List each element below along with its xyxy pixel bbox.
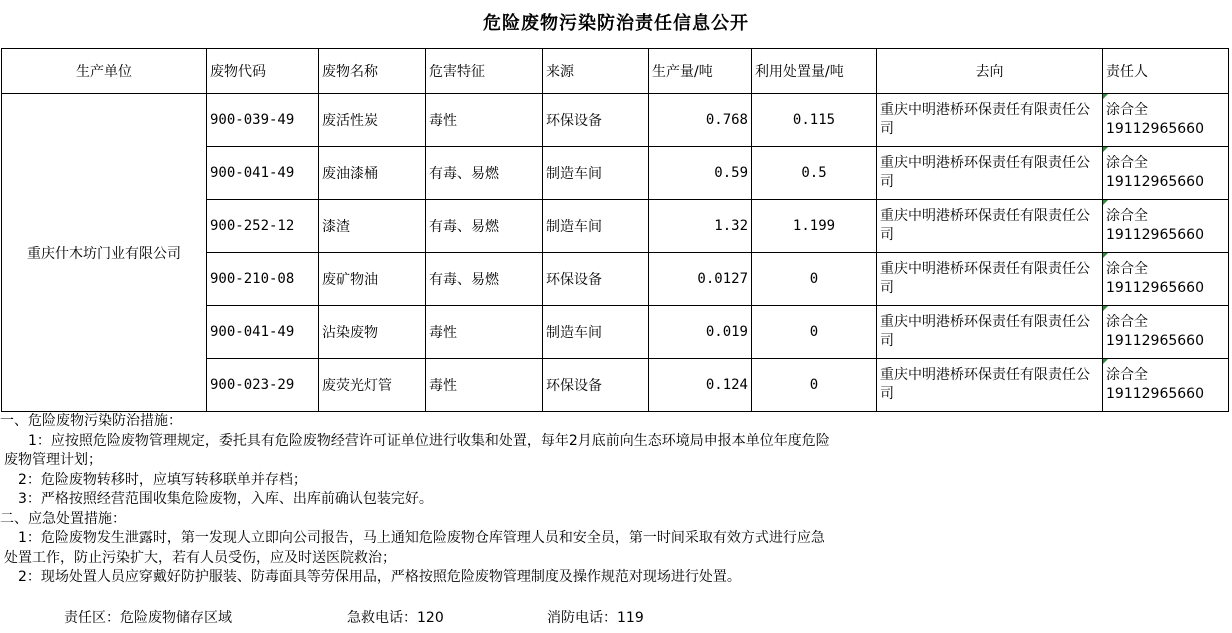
person-name: 涂合全: [1106, 102, 1148, 118]
source-cell: 环保设备: [543, 253, 649, 306]
waste-name-cell: 废荧光灯管: [319, 359, 426, 412]
produced-cell: 0.124: [649, 359, 752, 412]
person-phone: 19112965660: [1106, 333, 1204, 349]
section-title-emergency: 二、应急处置措施：: [0, 510, 126, 527]
prevention-item-1-line-2: 废物管理计划；: [4, 452, 102, 468]
destination-cell: 重庆中明港桥环保责任有限责任公司: [877, 306, 1103, 359]
header-destination: 去向: [877, 49, 1103, 94]
produced-cell: 0.0127: [649, 253, 752, 306]
header-unit: 生产单位: [2, 49, 207, 94]
disposed-cell: 1.199: [752, 200, 877, 253]
source-cell: 制造车间: [543, 200, 649, 253]
disposed-cell: 0: [752, 306, 877, 359]
waste-name-cell: 废油漆桶: [319, 147, 426, 200]
waste-name-cell: 废矿物油: [319, 253, 426, 306]
produced-cell: 0.59: [649, 147, 752, 200]
emergency-item-2: 2：现场处置人员应穿戴好防护服装、防毒面具等劳保用品，严格按照危险废物管理制度及操作规范对现场进行处置。: [18, 569, 741, 585]
responsible-person-cell: [1103, 94, 1229, 147]
hazard-cell: 毒性: [426, 94, 543, 147]
person-phone: 19112965660: [1106, 174, 1204, 190]
produced-cell: 0.019: [649, 306, 752, 359]
disposed-cell: 0: [752, 359, 877, 412]
source-cell: 环保设备: [543, 359, 649, 412]
person-name: 涂合全: [1106, 208, 1148, 224]
comment-marker: [1103, 200, 1108, 205]
section-title-prevention: 一、危险废物污染防治措施：: [0, 413, 182, 429]
prevention-item-1-line-1: 1：应按照危险废物管理规定，委托具有危险废物经营许可证单位进行收集和处置，每年2月底前向生态环境局申报本单位年度危险: [28, 432, 830, 449]
waste-code-cell: 900-041-49: [207, 306, 319, 359]
person-phone: 19112965660: [1106, 121, 1204, 137]
waste-name-cell: 废活性炭: [319, 94, 426, 147]
hazard-cell: 有毒、易燃: [426, 253, 543, 306]
emergency-item-1-line-1: 1：危险废物发生泄露时，第一发现人立即向公司报告，马上通知危险废物仓库管理人员和安全员，第一时间采取有效方式进行应急: [18, 530, 825, 546]
person-phone: 19112965660: [1106, 386, 1204, 402]
disposed-cell: 0.5: [752, 147, 877, 200]
comment-marker: [1103, 359, 1108, 364]
prevention-item-2: 2：危险废物转移时，应填写转移联单并存档；: [18, 471, 307, 488]
header-person: 责任人: [1103, 49, 1229, 94]
disposed-cell: 0: [752, 253, 877, 306]
header-name: 废物名称: [319, 49, 426, 94]
produced-cell: 1.32: [649, 200, 752, 253]
person-name: 涂合全: [1106, 155, 1148, 171]
prevention-item-3: 3：严格按照经营范围收集危险废物，入库、出库前确认包装完好。: [18, 491, 433, 507]
hazard-cell: 毒性: [426, 359, 543, 412]
responsible-person-cell: [1103, 306, 1229, 359]
header-produced: 生产量/吨: [649, 49, 752, 94]
person-name: 涂合全: [1106, 261, 1148, 277]
waste-code-cell: 900-039-49: [207, 94, 319, 147]
destination-cell: 重庆中明港桥环保责任有限责任公司: [877, 359, 1103, 412]
comment-marker: [1103, 147, 1108, 152]
header-source: 来源: [543, 49, 649, 94]
waste-name-cell: 漆渣: [319, 200, 426, 253]
waste-name-cell: 沾染废物: [319, 306, 426, 359]
responsible-person-cell: [1103, 200, 1229, 253]
destination-cell: 重庆中明港桥环保责任有限责任公司: [877, 200, 1103, 253]
produced-cell: 0.768: [649, 94, 752, 147]
hazard-cell: 有毒、易燃: [426, 200, 543, 253]
hazardous-waste-table: [1, 48, 1229, 412]
responsible-person-cell: [1103, 253, 1229, 306]
header-disposed: 利用处置量/吨: [752, 49, 877, 94]
waste-code-cell: 900-041-49: [207, 147, 319, 200]
person-name: 涂合全: [1106, 314, 1148, 330]
waste-code-cell: 900-023-29: [207, 359, 319, 412]
waste-code-cell: 900-210-08: [207, 253, 319, 306]
responsible-person-cell: [1103, 359, 1229, 412]
page-title: 危险废物污染防治责任信息公开: [483, 13, 749, 34]
fire-phone: 消防电话：119: [547, 610, 644, 626]
hazard-cell: 有毒、易燃: [426, 147, 543, 200]
emergency-phone: 急救电话：120: [347, 610, 444, 626]
table-row: [2, 94, 1229, 147]
hazard-cell: 毒性: [426, 306, 543, 359]
person-name: 涂合全: [1106, 367, 1148, 383]
measures-notes: [0, 412, 1232, 588]
comment-marker: [1103, 306, 1108, 311]
destination-cell: 重庆中明港桥环保责任有限责任公司: [877, 94, 1103, 147]
responsibility-zone: 责任区：危险废物储存区域: [64, 610, 232, 626]
production-unit-cell: 重庆什木坊门业有限公司: [2, 94, 207, 412]
person-phone: 19112965660: [1106, 280, 1204, 296]
waste-code-cell: 900-252-12: [207, 200, 319, 253]
person-phone: 19112965660: [1106, 227, 1204, 243]
table-header-row: [2, 49, 1229, 94]
source-cell: 环保设备: [543, 94, 649, 147]
comment-marker: [1103, 94, 1108, 99]
source-cell: 制造车间: [543, 147, 649, 200]
footer-contacts: [0, 606, 1232, 630]
disposed-cell: 0.115: [752, 94, 877, 147]
header-code: 废物代码: [207, 49, 319, 94]
emergency-item-1-line-2: 处置工作，防止污染扩大，若有人员受伤，应及时送医院救治；: [4, 549, 396, 566]
source-cell: 制造车间: [543, 306, 649, 359]
header-hazard: 危害特征: [426, 49, 543, 94]
comment-marker: [1103, 253, 1108, 258]
destination-cell: 重庆中明港桥环保责任有限责任公司: [877, 253, 1103, 306]
destination-cell: 重庆中明港桥环保责任有限责任公司: [877, 147, 1103, 200]
responsible-person-cell: [1103, 147, 1229, 200]
